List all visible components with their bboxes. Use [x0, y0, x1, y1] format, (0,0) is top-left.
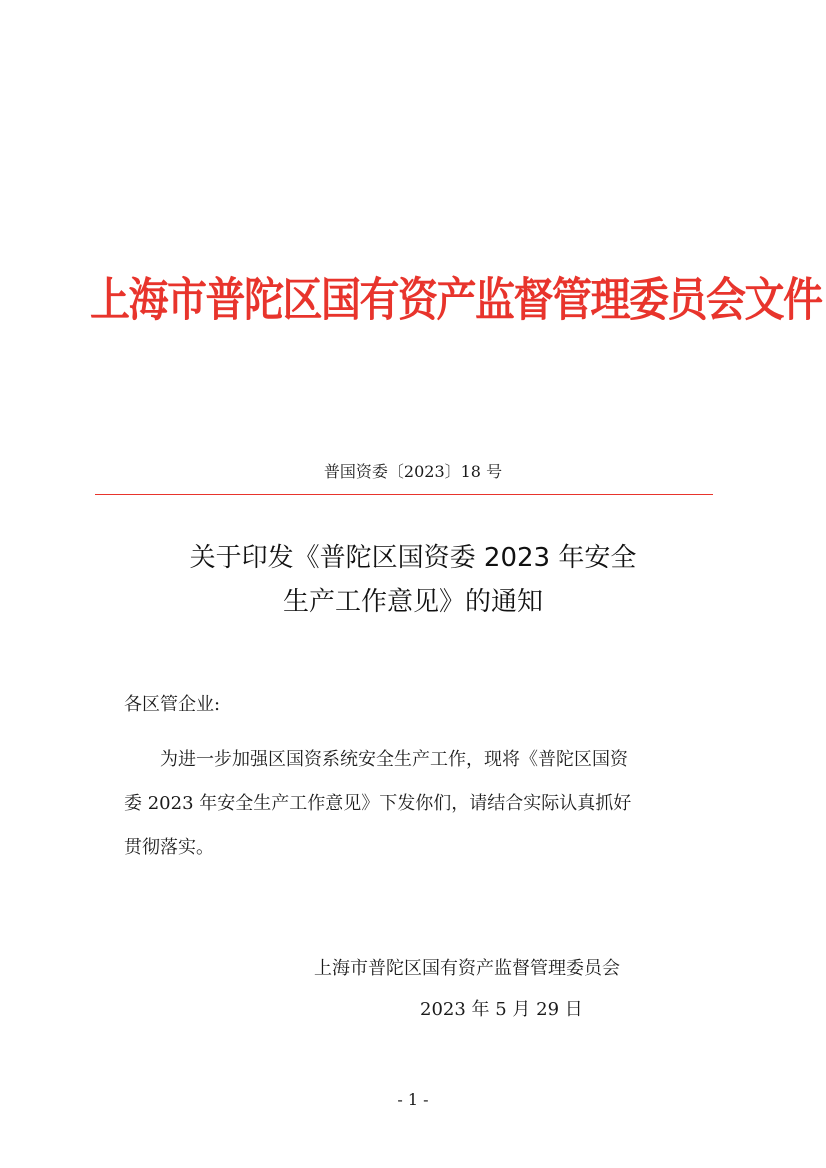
body-line-1: 为进一步加强区国资系统安全生产工作，现将《普陀区国资	[160, 749, 628, 770]
notice-title-line-2: 生产工作意见》的通知	[282, 587, 543, 617]
notice-title	[0, 536, 826, 624]
body-line-3: 贯彻落实。	[124, 837, 214, 858]
page-number: - 1 -	[397, 1090, 429, 1109]
body-line-2: 委 2023 年安全生产工作意见》下发你们，请结合实际认真抓好	[124, 793, 632, 814]
notice-title-line-1: 关于印发《普陀区国资委 2023 年安全	[189, 543, 637, 573]
body-paragraph	[124, 738, 714, 870]
document-number: 普国资委〔2023〕18 号	[323, 462, 503, 481]
issuer-header-title: 上海市普陀区国有资产监督管理委员会文件	[90, 272, 822, 327]
red-divider-line	[95, 494, 713, 495]
signature-date: 2023 年 5 月 29 日	[420, 999, 583, 1020]
signature-organization: 上海市普陀区国有资产监督管理委员会	[314, 958, 620, 979]
salutation: 各区管企业:	[124, 694, 221, 715]
